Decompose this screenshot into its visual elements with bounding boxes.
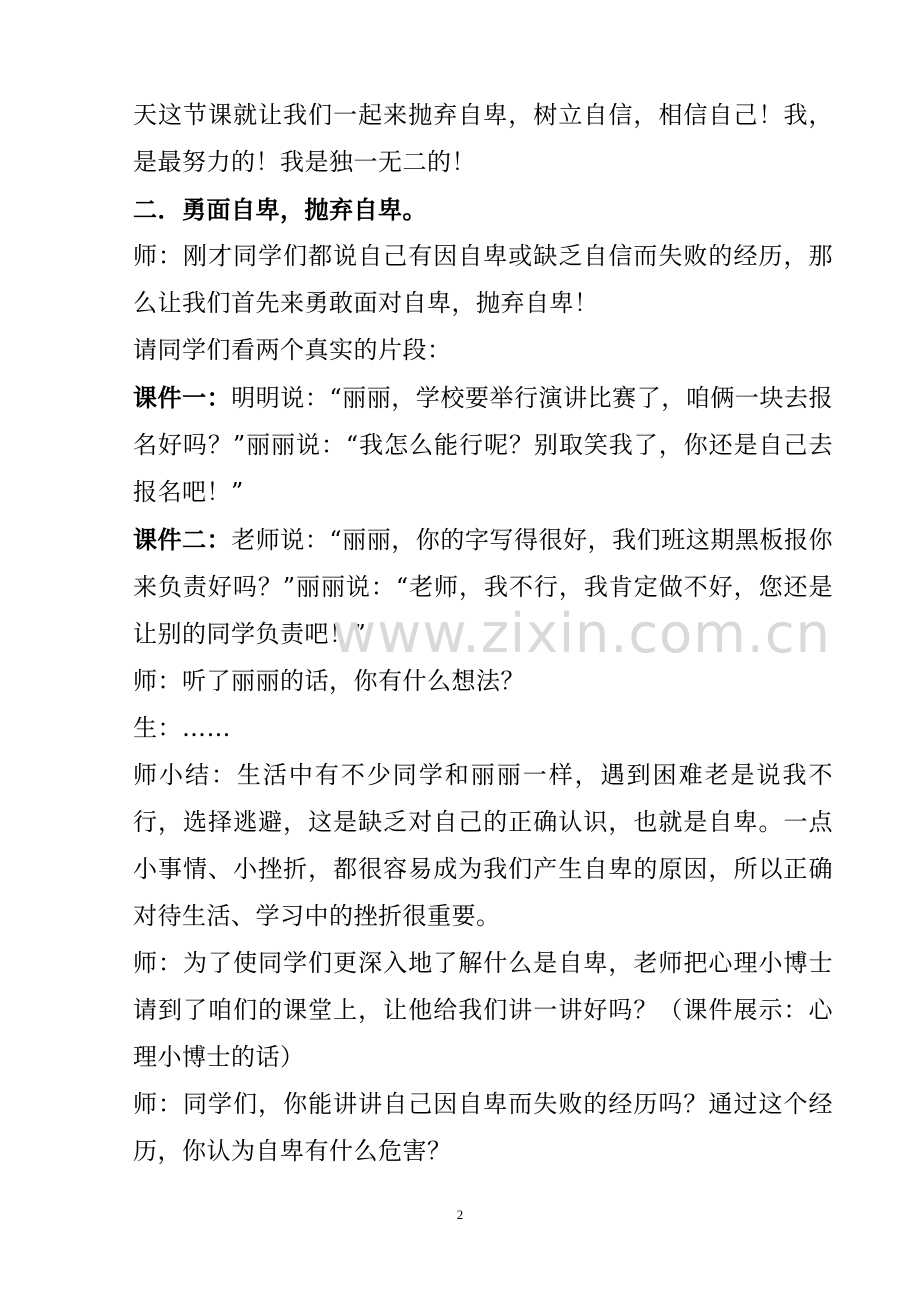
- paragraph-teacher-final-question: [133, 1081, 833, 1175]
- paragraph-teacher-intro: [133, 233, 833, 327]
- page-number: 2: [456, 1207, 464, 1222]
- courseware-two-label: 课件二：: [133, 525, 232, 554]
- paragraph-text: 请同学们看两个真实的片段：: [133, 336, 452, 364]
- paragraph-courseware-two: [133, 516, 833, 658]
- section-heading: [133, 186, 833, 233]
- paragraph-text: 师小结：生活中有不少同学和丽丽一样，遇到困难老是说我不行，选择逃避，这是缺乏对自己的正确认识，也就是自卑。一点小事情、小挫折，都很容易成为我们产生自卑的原因，所以正确对待生活、学习中的挫折很重要。: [133, 761, 833, 930]
- paragraph-text: 师：为了使同学们更深入地了解什么是自卑，老师把心理小博士请到了咱们的课堂上，让他给我们讲一讲好吗？（课件展示：心理小博士的话）: [133, 949, 833, 1071]
- paragraph-courseware-one: [133, 374, 833, 516]
- paragraph-text: 天这节课就让我们一起来抛弃自卑，树立自信，相信自己！我，是最努力的！我是独一无二的！: [133, 101, 833, 176]
- paragraph-teacher-summary: [133, 752, 833, 940]
- courseware-one-label: 课件一：: [133, 383, 232, 412]
- document-body: [133, 92, 833, 1175]
- paragraph-teacher-doctor: [133, 940, 833, 1081]
- paragraph-student-response: [133, 705, 833, 752]
- paragraph-text: 明明说：“丽丽，学校要举行演讲比赛了，咱俩一块去报名好吗？”丽丽说：“我怎么能行呢？别取笑我了，你还是自己去报名吧！”: [133, 384, 833, 506]
- paragraph-instruction: [133, 327, 833, 374]
- paragraph-text: 生：……: [133, 714, 231, 742]
- paragraph-teacher-question: [133, 658, 833, 705]
- paragraph-intro-continuation: [133, 92, 833, 186]
- watermark: www.zixin.com.cn: [332, 602, 831, 665]
- paragraph-text: 师：刚才同学们都说自己有因自卑或缺乏自信而失败的经历，那么让我们首先来勇敢面对自卑，抛弃自卑！: [133, 242, 833, 317]
- paragraph-text: 老师说：“丽丽，你的字写得很好，我们班这期黑板报你来负责好吗？”丽丽说：“老师，我不行，我肯定做不好，您还是让别的同学负责吧！”: [133, 526, 833, 648]
- section-heading-text: 二．勇面自卑，抛弃自卑。: [133, 195, 427, 224]
- paragraph-text: 师：听了丽丽的话，你有什么想法？: [133, 667, 525, 695]
- paragraph-text: 师：同学们，你能讲讲自己因自卑而失败的经历吗？通过这个经历，你认为自卑有什么危害？: [133, 1090, 833, 1165]
